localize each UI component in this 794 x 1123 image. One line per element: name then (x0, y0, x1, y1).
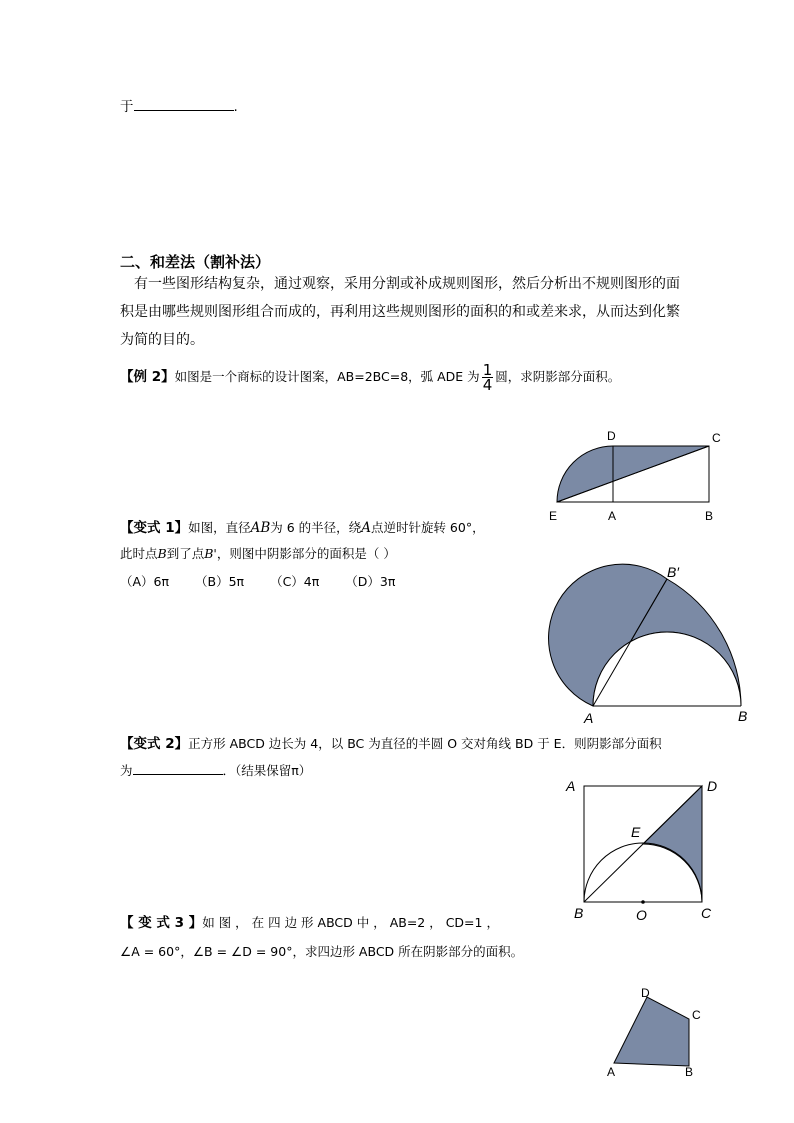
variant3-tag: 【 变 式 3 】 (120, 915, 203, 931)
section-intro (120, 270, 680, 354)
v1-l2-a: 此时点 (120, 546, 158, 561)
label-B: B (574, 905, 584, 921)
label-A: A (608, 509, 617, 523)
variant2-line2 (120, 760, 311, 781)
variant2-tag: 【变式 2】 (120, 736, 189, 752)
variant2-line1 (120, 734, 662, 754)
label-C: C (701, 905, 712, 921)
v1-l2-b: B (157, 546, 167, 561)
section-heading (120, 251, 270, 272)
option-b[interactable]: （B）5π (195, 574, 245, 589)
label-A: A (607, 1065, 616, 1079)
frac-num: 1 (482, 360, 493, 379)
variant2-figure (560, 775, 725, 925)
center-dot (641, 900, 645, 904)
option-c[interactable]: （C）4π (270, 574, 320, 589)
v1-l2-e: ，则图中阴影部分的面积是（ ） (216, 546, 396, 561)
v1-text-c: 点逆时针旋转 60°， (370, 520, 485, 535)
v1-text-b: 为 6 的半径，绕 (270, 520, 362, 535)
top-answer-line (120, 96, 238, 117)
variant1-tag: 【变式 1】 (120, 520, 189, 536)
label-B: B (705, 509, 714, 523)
label-Bp: B′ (667, 564, 679, 580)
example2-text-before: 如图是一个商标的设计图案，AB=2BC=8，弧 ADE 为 (174, 369, 480, 384)
v1-a: A (361, 520, 371, 536)
label-B: B (685, 1065, 694, 1079)
top-suffix: . (233, 99, 238, 115)
variant3-figure (598, 982, 713, 1082)
variant1-figure (545, 555, 760, 730)
answer-blank-2[interactable] (133, 760, 223, 775)
label-A: A (566, 778, 576, 794)
v2-prefix: 为 (120, 763, 133, 778)
label-D: D (607, 429, 616, 443)
variant1-options (120, 572, 417, 592)
v1-l2-d: B' (204, 546, 217, 561)
v1-l2-c: 到了点 (166, 546, 205, 561)
variant1-line2 (120, 544, 396, 564)
v1-ab: AB (250, 520, 271, 536)
label-E: E (631, 824, 641, 840)
label-C: C (712, 431, 721, 445)
label-B: B (738, 708, 748, 724)
example2-statement (120, 362, 620, 392)
label-D: D (641, 986, 650, 1000)
variant2-text: 正方形 ABCD 边长为 4，以 BC 为直径的半圆 O 交对角线 BD 于 E．则阴影部分面积 (188, 736, 662, 751)
label-A: A (584, 710, 594, 726)
frac-den: 4 (482, 375, 493, 394)
label-D: D (707, 778, 718, 794)
variant3-line1-text: 如 图 ， 在 四 边 形 ABCD 中 ， AB=2 ， CD=1 ， (202, 915, 499, 930)
v1-text-a: 如图，直径 (188, 520, 251, 535)
option-d[interactable]: （D）3π (345, 574, 396, 589)
section-title: 二、和差法（割补法） (120, 253, 271, 271)
quadrilateral-abcd (614, 997, 689, 1066)
v2-suffix: ．（结果保留π） (222, 763, 312, 778)
option-a[interactable]: （A）6π (120, 574, 170, 589)
variant3-line1 (120, 913, 499, 933)
intro-text: 有一些图形结构复杂，通过观察，采用分割或补成规则图形，然后分析出不规则图形的面积是由哪些规则图形组合而成的，再利用这些规则图形的面积的和或差来求，从而达到化繁为简的目的。 (120, 276, 680, 348)
variant3-line2-text: ∠A = 60°，∠B = ∠D = 90°，求四边形 ABCD 所在阴影部分的面积。 (120, 944, 524, 959)
example2-figure (540, 425, 730, 525)
top-prefix: 于 (120, 99, 134, 115)
variant3-line2 (120, 942, 523, 962)
example2-tag: 【例 2】 (120, 369, 175, 385)
fraction (482, 360, 494, 394)
answer-blank[interactable] (134, 96, 234, 111)
variant1-line1 (120, 518, 485, 538)
label-O: O (636, 907, 647, 923)
label-E: E (549, 509, 558, 523)
label-C: C (692, 1008, 701, 1022)
example2-text-after: 圆，求阴影部分面积。 (495, 369, 621, 384)
